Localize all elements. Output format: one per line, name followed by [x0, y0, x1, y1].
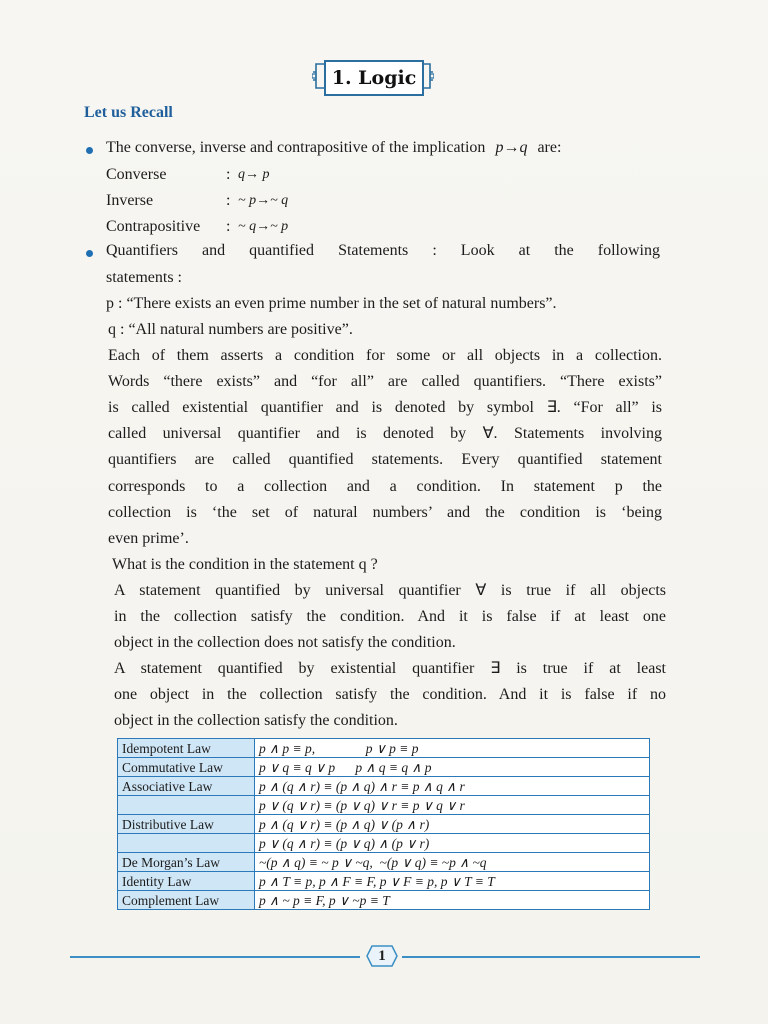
converse-sep: :	[226, 166, 231, 183]
law-value: p ∨ (q ∧ r) ≡ (p ∨ q) ∧ (p ∨ r)	[255, 834, 650, 853]
table-row	[118, 796, 650, 815]
paragraph-line: even prime’.	[108, 530, 189, 547]
converse-label: Converse	[106, 166, 167, 183]
existential-line: one object in the collection satisfy the condition. And it is false if no	[114, 686, 666, 703]
bullet-icon	[86, 147, 93, 154]
bullet-icon	[86, 250, 93, 257]
law-name	[118, 796, 255, 815]
table-row	[118, 834, 650, 853]
law-name	[118, 834, 255, 853]
inverse-expr: ~ p→~ q	[238, 193, 289, 208]
intro-text: The converse, inverse and contrapositive of the implication	[106, 139, 486, 156]
law-name: Idempotent Law	[118, 739, 255, 758]
laws-table	[117, 738, 650, 910]
contrapositive-sep: :	[226, 218, 231, 235]
quantifiers-heading: Quantifiers and quantified Statements : Look at the following	[106, 242, 660, 259]
law-value: p ∧ (q ∨ r) ≡ (p ∧ q) ∨ (p ∧ r)	[255, 815, 650, 834]
law-value: p ∧ T ≡ p, p ∧ F ≡ F, p ∨ F ≡ p, p ∨ T ≡ T	[255, 872, 650, 891]
paragraph-line: corresponds to a collection and a condition. In statement p the	[108, 478, 662, 495]
universal-line: A statement quantified by universal quantifier ∀ is true if all objects	[114, 582, 666, 599]
paragraph-line: is called existential quantifier and is denoted by symbol ∃. “For all” is	[108, 399, 662, 416]
law-name: Distributive Law	[118, 815, 255, 834]
existential-line: A statement quantified by existential quantifier ∃ is true if at least	[114, 660, 666, 677]
table-row	[118, 739, 650, 758]
contrapositive-label: Contrapositive	[106, 218, 201, 235]
page-number-badge	[366, 944, 398, 968]
chapter-title-box	[312, 58, 434, 96]
table-row	[118, 872, 650, 891]
contrapositive-expr: ~ q→~ p	[238, 219, 289, 234]
law-value: p ∧ p ≡ p, p ∨ p ≡ p	[255, 739, 650, 758]
footer-divider	[402, 956, 700, 958]
inverse-sep: :	[226, 192, 231, 209]
ornament-right-icon	[420, 62, 434, 90]
table-row	[118, 815, 650, 834]
footer-divider	[70, 956, 360, 958]
paragraph-line: called universal quantifier and is denoted by ∀. Statements involving	[108, 425, 662, 442]
law-value: p ∨ (q ∨ r) ≡ (p ∨ q) ∨ r ≡ p ∨ q ∨ r	[255, 796, 650, 815]
inverse-label: Inverse	[106, 192, 154, 209]
existential-line: object in the collection satisfy the condition.	[114, 712, 398, 729]
intro-expression: p→q	[495, 139, 528, 156]
law-value: p ∧ (q ∧ r) ≡ (p ∧ q) ∧ r ≡ p ∧ q ∧ r	[255, 777, 650, 796]
page-number: 1	[378, 947, 386, 964]
paragraph-line: collection is ‘the set of natural numbers’ and the condition is ‘being	[108, 504, 662, 521]
universal-line: object in the collection does not satisfy the condition.	[114, 634, 456, 651]
table-row	[118, 853, 650, 872]
table-row	[118, 891, 650, 910]
law-name: Associative Law	[118, 777, 255, 796]
table-row	[118, 777, 650, 796]
question-line: What is the condition in the statement q ?	[112, 556, 378, 573]
law-name: Identity Law	[118, 872, 255, 891]
law-value: p ∧ ~ p ≡ F, p ∨ ~p ≡ T	[255, 891, 650, 910]
chapter-title: 1. Logic	[324, 60, 424, 96]
law-name: De Morgan’s Law	[118, 853, 255, 872]
q-statement: q : “All natural numbers are positive”.	[108, 321, 353, 338]
law-name: Commutative Law	[118, 758, 255, 777]
law-value: ~(p ∧ q) ≡ ~ p ∨ ~q, ~(p ∨ q) ≡ ~p ∧ ~q	[255, 853, 650, 872]
quantifiers-heading-cont: statements :	[106, 269, 182, 286]
law-value: p ∨ q ≡ q ∨ p p ∧ q ≡ q ∧ p	[255, 758, 650, 777]
p-statement: p : “There exists an even prime number in the set of natural numbers”.	[106, 295, 557, 312]
paragraph-line: Words “there exists” and “for all” are called quantifiers. “There exists”	[108, 373, 662, 390]
intro-line	[106, 138, 561, 158]
section-heading: Let us Recall	[84, 104, 173, 121]
universal-line: in the collection satisfy the condition. And it is false if at least one	[114, 608, 666, 625]
intro-end: are:	[537, 139, 562, 156]
table-row	[118, 758, 650, 777]
paragraph-line: quantifiers are called quantified statements. Every quantified statement	[108, 451, 662, 468]
paragraph-line: Each of them asserts a condition for some or all objects in a collection.	[108, 347, 662, 364]
law-name: Complement Law	[118, 891, 255, 910]
converse-expr: q→ p	[238, 167, 270, 182]
